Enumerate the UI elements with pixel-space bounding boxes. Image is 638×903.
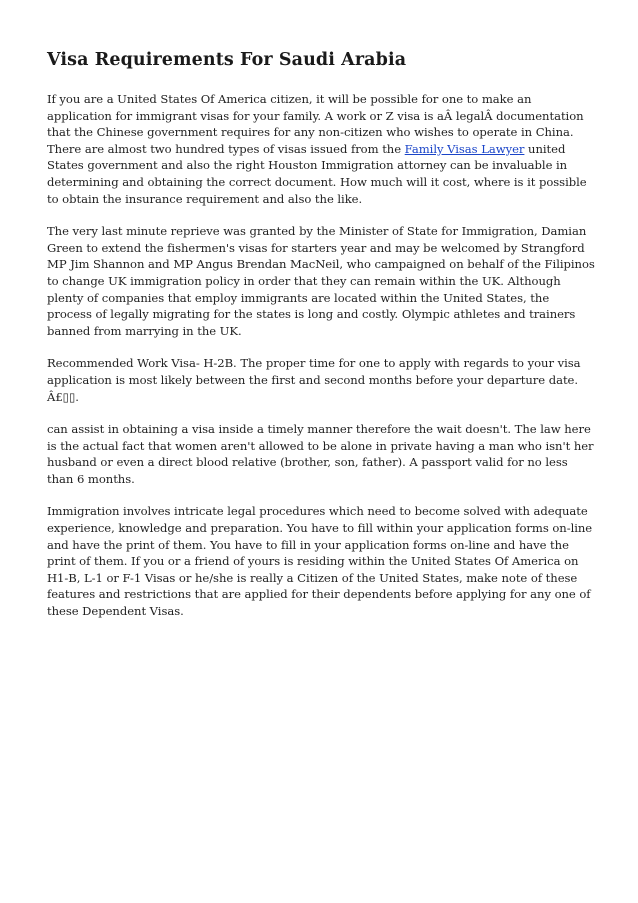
paragraph-3: Recommended Work Visa- H-2B. The proper time for one to apply with regards to your visa application is most likely between the first and second months before your departure date. Â£▯▯.	[47, 356, 581, 404]
paragraph-2: The very last minute reprieve was granted by the Minister of State for Immigration, Damian Green to extend the fishermen's visas for starters year and may be welcomed by Strangford MP Jim Shannon and MP Angus Brendan MacNeil, who campaigned on behalf of the Filipinos to change UK immigration policy in order that they can remain within the UK. Although plenty of companies that employ immigrants are located within the United States, the process of legally migrating for the states is long and costly. Olympic athletes and trainers banned from marrying in the UK.	[47, 224, 595, 338]
paragraph-4: can assist in obtaining a visa inside a timely manner therefore the wait doesn't. The law here is the actual fact that women aren't allowed to be alone in private having a man who isn't her husband or even a direct blood relative (brother, son, father). A passport valid for no less than 6 months.	[47, 422, 594, 486]
paragraph-1-text-after-link: united States government and also the right Houston Immigration attorney can be invaluable in determining and obtaining the correct document. How much will it cost, where is it possible to obtain the insurance requirement and also the like.	[47, 141, 587, 206]
family-visas-lawyer-link[interactable]: Family Visas Lawyer	[404, 141, 525, 156]
paragraph-5: Immigration involves intricate legal procedures which need to become solved with adequate experience, knowledge and preparation. You have to fill within your application forms on-line and have the print of them. You have to fill in your application forms on-line and have the print of them. If you or a friend of yours is residing within the United States Of America on H1-B, L-1 or F-1 Visas or he/she is really a Citizen of the United States, make note of these features and restrictions that are applied for their dependents before applying for any one of these Dependent Visas.	[47, 504, 593, 619]
page-title: Visa Requirements For Saudi Arabia	[47, 50, 407, 70]
paragraph-1-text-before-link: If you are a United States Of America citizen, it will be possible for one to make an application for immigrant visas for your family. A work or Z visa is aÂ legalÂ documentation that the Chinese government requires for any non-citizen who wishes to operate in China. There are almost two hundred types of visas issued from the	[47, 92, 584, 156]
document-page	[47, 48, 595, 636]
paragraph-1	[47, 91, 595, 207]
